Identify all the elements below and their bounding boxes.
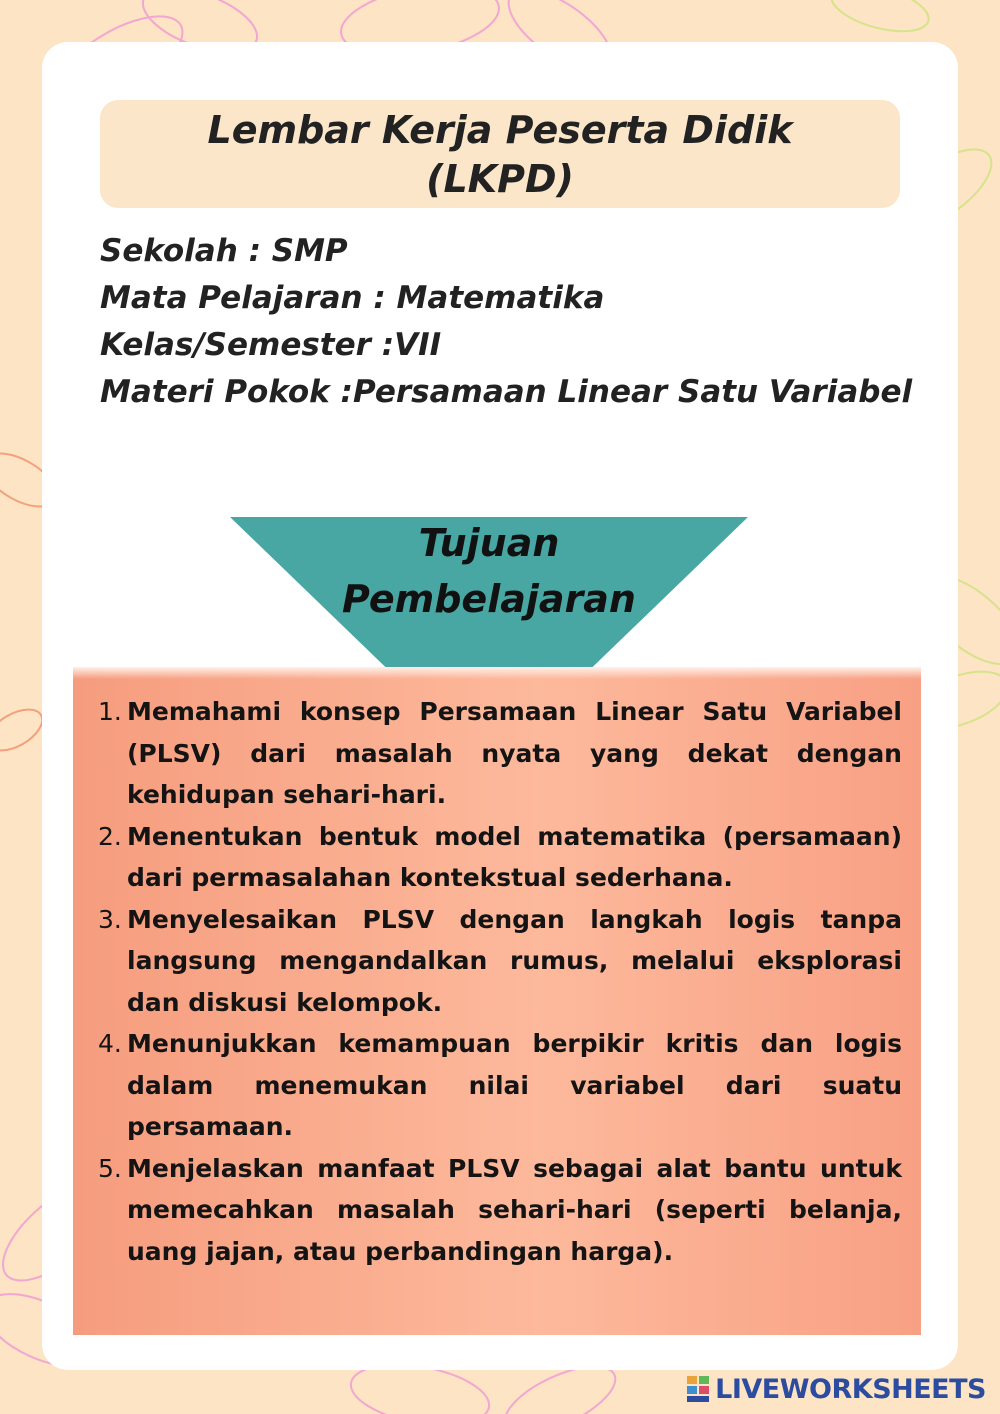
list-number: 2. [98,821,122,851]
section-heading [230,515,748,627]
info-subject: Mata Pelajaran : Matematika [100,280,605,316]
info-topic: Materi Pokok :Persamaan Linear Satu Variabel [100,374,913,410]
page-title: Lembar Kerja Peserta Didik [207,108,793,152]
list-item-text: Menentukan bentuk model matematika (persamaan) dari permasalahan kontekstual sederhana. [127,821,902,892]
list-item-text: Menunjukkan kemampuan berpikir kritis dan logis dalam menemukan nilai variabel dari suatu persamaan. [127,1029,902,1141]
list-item [73,1148,921,1273]
section-heading-line2: Pembelajaran [342,577,636,621]
list-item [73,691,921,816]
list-item [73,899,921,1024]
list-item-text: Memahami konsep Persamaan Linear Satu Variabel (PLSV) dari masalah nyata yang dekat dengan kehidupan sehari-hari. [127,697,902,809]
list-number: 4. [98,1029,122,1058]
goals-list [73,691,921,1272]
brand-label: LIVEWORKSHEETS [715,1373,986,1405]
info-school: Sekolah : SMP [100,233,348,269]
list-item-text: Menyelesaikan PLSV dengan langkah logis tanpa langsung mengandalkan rumus, melalui eksplorasi dan diskusi kelompok. [127,904,902,1017]
list-item [73,1023,921,1148]
page-subtitle: (LKPD) [426,157,574,201]
list-number: 5. [98,1153,122,1183]
list-item [73,816,921,899]
list-number: 1. [98,697,122,726]
list-item-text: Menjelaskan manfaat PLSV sebagai alat bantu untuk memecahkan masalah sehari-hari (seperti belanja, uang jajan, atau perbandingan harga). [127,1153,902,1266]
goals-panel [73,667,921,1335]
liveworksheets-logo-icon [687,1374,711,1404]
info-class-semester: Kelas/Semester :VII [100,327,442,363]
list-number: 3. [98,904,122,934]
identity-info [100,228,940,416]
section-heading-line1: Tujuan [418,521,560,565]
title-banner [100,100,900,208]
liveworksheets-brand[interactable] [687,1372,986,1406]
